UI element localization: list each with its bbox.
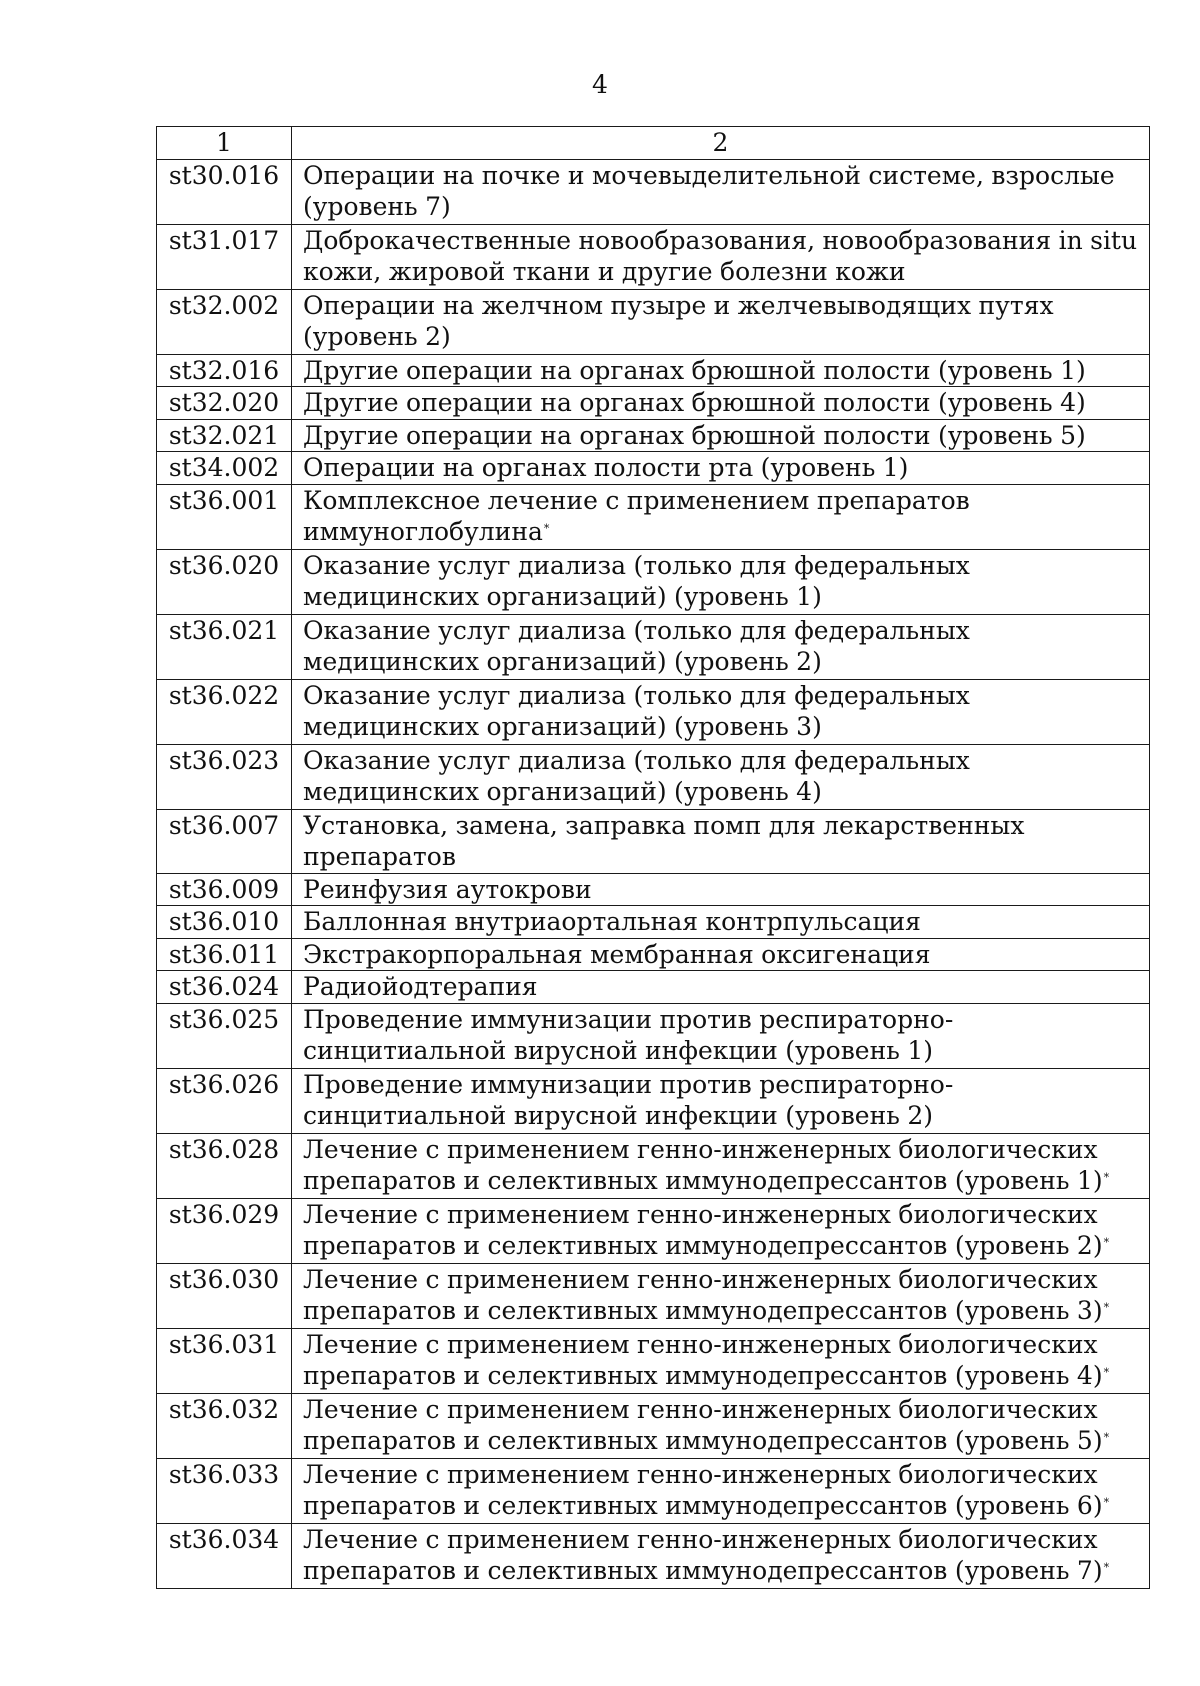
footnote-mark: * [1103,1301,1110,1314]
row-code: st36.022 [157,679,292,744]
row-name: Другие операции на органах брюшной полости (уровень 5) [303,420,1086,450]
row-code: st36.030 [157,1263,292,1328]
footnote-mark: * [1103,1561,1110,1574]
row-name-cell [292,387,1150,420]
row-name-cell [292,971,1150,1004]
row-name: Оказание услуг диализа (только для федеральных медицинских организаций) (уровень 1) [303,550,970,611]
table-header-row [157,127,1150,160]
row-name: Радиойодтерапия [303,972,538,1001]
row-name-cell [292,549,1150,614]
footnote-mark: * [1103,1236,1110,1249]
row-name: Операции на органах полости рта (уровень 1) [303,453,909,482]
row-name: Оказание услуг диализа (только для федеральных медицинских организаций) (уровень 4) [303,745,970,806]
row-name-cell [292,1393,1150,1458]
row-name-cell [292,1133,1150,1198]
footnote-mark: * [543,522,550,535]
row-name: Реинфузия аутокрови [303,874,592,904]
table-row [157,549,1150,614]
row-name-cell [292,744,1150,809]
row-name-cell [292,1003,1150,1068]
row-name: Оказание услуг диализа (только для федеральных медицинских организаций) (уровень 2) [303,615,970,676]
row-name-cell [292,1068,1150,1133]
row-name-cell [292,452,1150,485]
row-code: st31.017 [157,224,292,289]
row-name-cell [292,159,1150,224]
page-number: 4 [592,70,608,99]
table-row [157,679,1150,744]
row-code: st32.021 [157,419,292,452]
table-row [157,1133,1150,1198]
table-row [157,159,1150,224]
footnote-mark: * [1103,1496,1110,1509]
table-row [157,938,1150,971]
row-code: st36.001 [157,484,292,549]
row-code: st36.026 [157,1068,292,1133]
row-name: Операции на желчном пузыре и желчевыводящих путях (уровень 2) [303,290,1054,351]
row-name: Экстракорпоральная мембранная оксигенация [303,939,931,969]
table-row [157,484,1150,549]
row-code: st32.020 [157,387,292,420]
table-row [157,1458,1150,1523]
table-row [157,614,1150,679]
row-code: st36.024 [157,971,292,1004]
footnote-mark: * [1103,1366,1110,1379]
row-name: Проведение иммунизации против респираторно-синцитиальной вирусной инфекции (уровень 2) [303,1069,954,1130]
table-row [157,971,1150,1004]
row-code: st32.002 [157,289,292,354]
table-row [157,1068,1150,1133]
row-code: st32.016 [157,354,292,387]
row-name: Установка, замена, заправка помп для лекарственных препаратов [303,810,1025,871]
row-name-cell [292,1198,1150,1263]
table-row [157,452,1150,485]
row-name: Лечение с применением генно-инженерных биологических препаратов и селективных иммунодепрессантов (уровень 6) [303,1459,1103,1520]
row-name: Лечение с применением генно-инженерных биологических препаратов и селективных иммунодепрессантов (уровень 7) [303,1524,1103,1585]
row-code: st36.023 [157,744,292,809]
table-row [157,419,1150,452]
table-row [157,906,1150,939]
row-name: Лечение с применением генно-инженерных биологических препаратов и селективных иммунодепрессантов (уровень 2) [303,1199,1103,1260]
column-header-1: 1 [157,127,292,160]
table-row [157,289,1150,354]
row-name-cell [292,938,1150,971]
column-header-2: 2 [292,127,1150,160]
row-code: st36.007 [157,809,292,873]
table-row [157,809,1150,873]
table-row [157,873,1150,906]
row-name: Операции на почке и мочевыделительной системе, взрослые (уровень 7) [303,160,1115,221]
row-code: st36.010 [157,906,292,939]
row-code: st36.028 [157,1133,292,1198]
row-name: Лечение с применением генно-инженерных биологических препаратов и селективных иммунодепрессантов (уровень 5) [303,1394,1103,1455]
row-name: Лечение с применением генно-инженерных биологических препаратов и селективных иммунодепрессантов (уровень 1) [303,1134,1103,1195]
row-name-cell [292,354,1150,387]
row-name: Проведение иммунизации против респираторно-синцитиальной вирусной инфекции (уровень 1) [303,1004,954,1065]
row-code: st36.032 [157,1393,292,1458]
row-name-cell [292,809,1150,873]
row-name: Доброкачественные новообразования, новообразования in situ кожи, жировой ткани и другие болезни кожи [303,225,1138,286]
row-name: Лечение с применением генно-инженерных биологических препаратов и селективных иммунодепрессантов (уровень 4) [303,1329,1103,1390]
row-name: Лечение с применением генно-инженерных биологических препаратов и селективных иммунодепрессантов (уровень 3) [303,1264,1103,1325]
row-name-cell [292,614,1150,679]
row-code: st36.033 [157,1458,292,1523]
row-name: Комплексное лечение с применением препаратов иммуноглобулина [303,485,970,546]
table-row [157,224,1150,289]
row-name: Другие операции на органах брюшной полости (уровень 4) [303,388,1086,417]
row-name-cell [292,1458,1150,1523]
row-name: Баллонная внутриаортальная контрпульсация [303,907,921,936]
row-code: st36.029 [157,1198,292,1263]
row-code: st36.009 [157,873,292,906]
table-row [157,1328,1150,1393]
row-name-cell [292,224,1150,289]
row-code: st36.025 [157,1003,292,1068]
table-row [157,1198,1150,1263]
row-name-cell [292,906,1150,939]
row-name: Оказание услуг диализа (только для федеральных медицинских организаций) (уровень 3) [303,680,970,741]
row-code: st36.034 [157,1523,292,1588]
row-code: st36.021 [157,614,292,679]
table-row [157,387,1150,420]
row-name-cell [292,419,1150,452]
table-row [157,1263,1150,1328]
row-name-cell [292,1523,1150,1588]
row-name-cell [292,1328,1150,1393]
row-name: Другие операции на органах брюшной полости (уровень 1) [303,355,1086,385]
row-code: st36.011 [157,938,292,971]
row-name-cell [292,679,1150,744]
row-name-cell [292,873,1150,906]
row-code: st36.031 [157,1328,292,1393]
table-row [157,1393,1150,1458]
row-code: st30.016 [157,159,292,224]
footnote-mark: * [1103,1431,1110,1444]
row-name-cell [292,289,1150,354]
footnote-mark: * [1103,1171,1110,1184]
table-row [157,1523,1150,1588]
table-row [157,354,1150,387]
row-name-cell [292,484,1150,549]
row-name-cell [292,1263,1150,1328]
document-table [156,126,1150,1589]
table-row [157,744,1150,809]
row-code: st34.002 [157,452,292,485]
table-row [157,1003,1150,1068]
row-code: st36.020 [157,549,292,614]
